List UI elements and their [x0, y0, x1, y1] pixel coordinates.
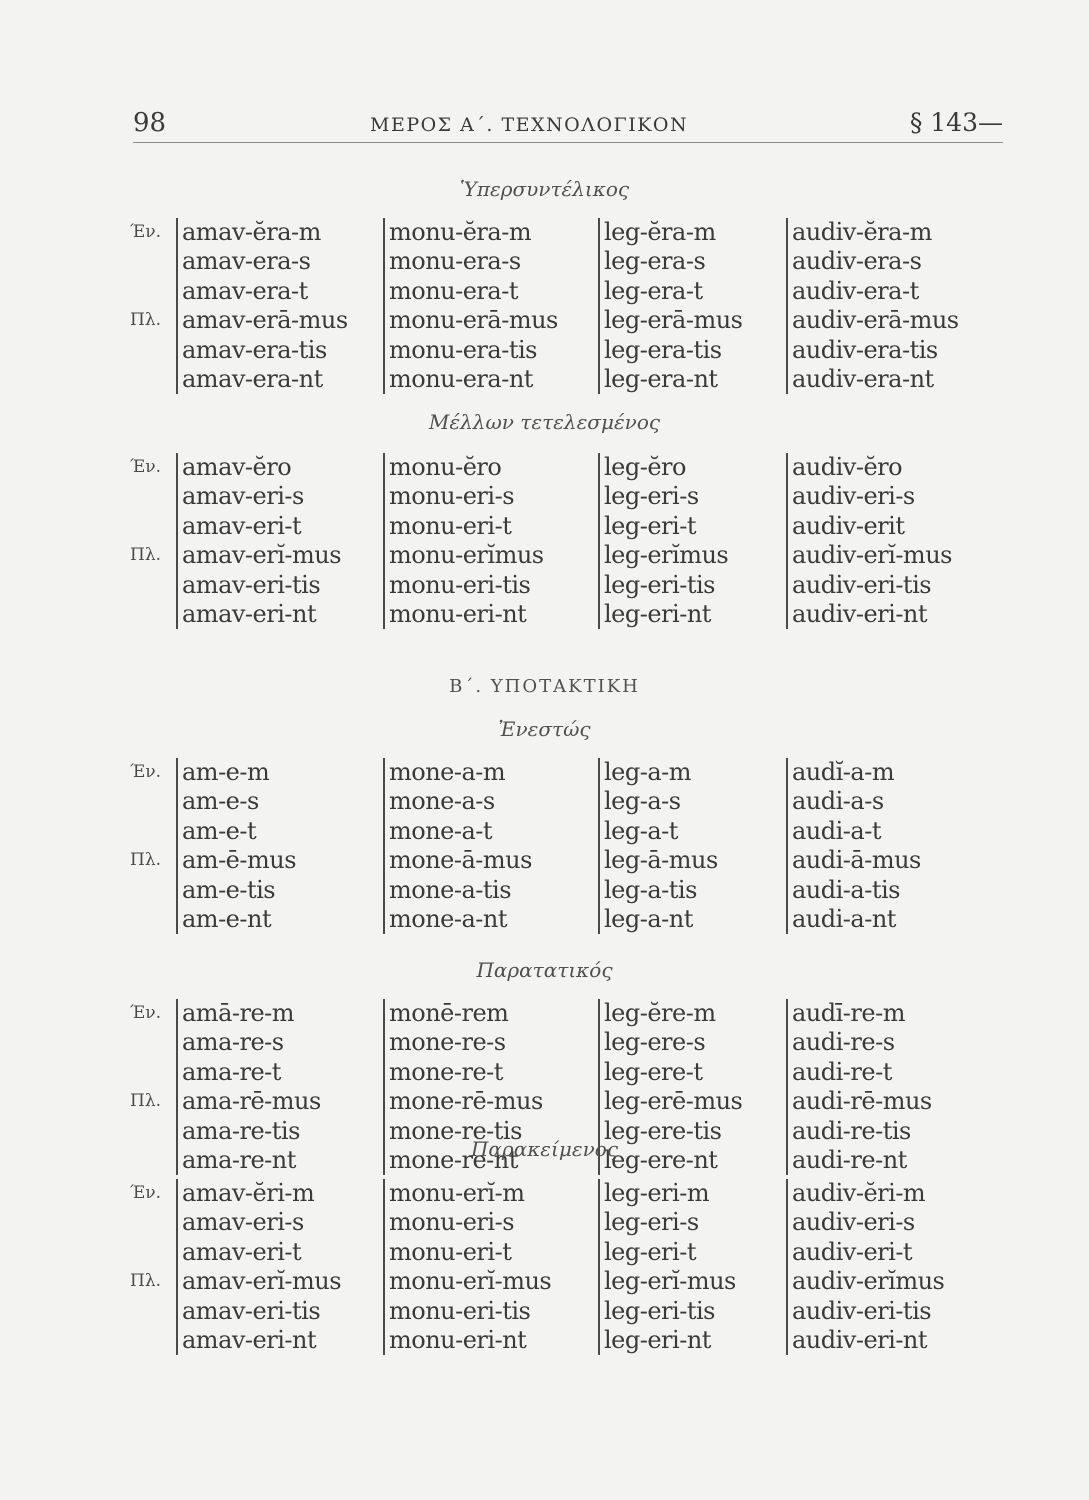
verb-form: audiv-era-tis	[792, 335, 938, 364]
verb-form: monu-ĕro	[389, 453, 502, 481]
conjugation-block	[0, 218, 1089, 394]
first-conjugation-column	[176, 758, 296, 934]
singular-label: Έν.	[130, 457, 162, 477]
verb-form: am-ē-mus	[182, 846, 297, 875]
singular-label: Έν.	[130, 222, 162, 242]
verb-form: monu-eri-s	[389, 482, 515, 511]
verb-form: audiv-eri-nt	[792, 1325, 928, 1354]
conjugation-block	[0, 453, 1089, 629]
verb-form: monu-erĭmus	[389, 541, 544, 570]
verb-form: am-e-nt	[182, 904, 272, 933]
verb-form: leg-eri-s	[604, 482, 699, 511]
verb-form: leg-ere-nt	[604, 1145, 718, 1174]
verb-form: audi-re-nt	[792, 1145, 907, 1174]
verb-form: leg-ĕro	[604, 453, 686, 481]
mood-title: Β΄. ΥΠΟΤΑΚΤΙΚΗ	[449, 676, 640, 697]
verb-form: audi-a-s	[792, 787, 884, 816]
verb-form: leg-erĭmus	[604, 541, 729, 570]
conjugation-block	[0, 758, 1089, 934]
verb-form: amav-eri-t	[182, 511, 302, 540]
verb-form: audiv-eri-nt	[792, 599, 928, 628]
second-conjugation-column	[383, 1179, 551, 1355]
second-conjugation-column	[383, 758, 532, 934]
verb-form: mone-re-s	[389, 1028, 506, 1057]
verb-form: audiv-erā-mus	[792, 306, 959, 335]
verb-form: amav-eri-s	[182, 482, 304, 511]
verb-form: leg-eri-t	[604, 1237, 696, 1266]
page-header	[133, 108, 1003, 143]
singular-label: Έν.	[130, 762, 162, 782]
verb-form: monu-eri-t	[389, 511, 512, 540]
fourth-conjugation-column	[786, 1179, 944, 1355]
verb-form: leg-eri-nt	[604, 599, 711, 628]
section-reference: § 143—	[909, 108, 1003, 137]
singular-label: Έν.	[130, 1183, 162, 1203]
verb-form: amā-re-m	[182, 999, 295, 1027]
verb-form: amav-eri-tis	[182, 1296, 321, 1325]
verb-form: audiv-erĭmus	[792, 1267, 945, 1296]
verb-form: monu-eri-s	[389, 1208, 515, 1237]
verb-form: leg-era-tis	[604, 335, 722, 364]
verb-form: leg-ā-mus	[604, 846, 718, 875]
verb-form: audiv-era-t	[792, 276, 919, 305]
verb-form: audi-a-nt	[792, 904, 896, 933]
verb-form: mone-a-s	[389, 787, 495, 816]
verb-form: ama-re-nt	[182, 1145, 296, 1174]
verb-form: mone-re-t	[389, 1057, 503, 1086]
verb-form: leg-era-t	[604, 276, 703, 305]
verb-form: monu-eri-tis	[389, 570, 531, 599]
verb-form: ama-re-t	[182, 1057, 281, 1086]
verb-form: amav-erā-mus	[182, 306, 348, 335]
verb-form: leg-a-s	[604, 787, 681, 816]
verb-form: monu-era-nt	[389, 364, 533, 393]
verb-form: amav-ĕri-m	[182, 1179, 315, 1207]
verb-form: am-e-t	[182, 816, 257, 845]
third-conjugation-column	[598, 453, 728, 629]
third-conjugation-column	[598, 1179, 736, 1355]
verb-form: mone-a-nt	[389, 904, 507, 933]
verb-form: audiv-eri-tis	[792, 570, 932, 599]
running-title: ΜΕΡΟΣ Α΄. ΤΕΧΝΟΛΟΓΙΚΟΝ	[370, 114, 689, 136]
verb-form: audĭ-a-m	[792, 758, 895, 786]
first-conjugation-column	[176, 1179, 341, 1355]
tense-title: Ἐνεστώς	[498, 717, 591, 741]
verb-form: leg-eri-nt	[604, 1325, 711, 1354]
verb-form: leg-eri-tis	[604, 570, 715, 599]
verb-form: audiv-eri-s	[792, 482, 915, 511]
verb-form: ama-re-s	[182, 1028, 284, 1057]
tense-title: Ὑπερσυντέλικος	[459, 177, 630, 201]
verb-form: monu-erĭ-m	[389, 1179, 525, 1207]
verb-form: amav-ĕra-m	[182, 218, 321, 246]
verb-form: audi-a-t	[792, 816, 881, 845]
verb-form: audiv-ĕra-m	[792, 218, 932, 246]
verb-form: monu-era-tis	[389, 335, 537, 364]
verb-form: audi-ā-mus	[792, 846, 921, 875]
plural-label: Πλ.	[130, 310, 162, 331]
verb-form: leg-ere-t	[604, 1057, 703, 1086]
plural-label: Πλ.	[130, 1271, 162, 1292]
second-conjugation-column	[383, 218, 558, 394]
verb-form: audi-re-tis	[792, 1116, 911, 1145]
verb-form: mone-ā-mus	[389, 846, 532, 875]
second-conjugation-column	[383, 453, 544, 629]
verb-form: audiv-ĕro	[792, 453, 903, 481]
verb-form: leg-erē-mus	[604, 1087, 743, 1116]
tense-title: Μέλλων τετελεσμένος	[428, 410, 661, 434]
verb-form: audiv-eri-t	[792, 1237, 913, 1266]
plural-label: Πλ.	[130, 1091, 162, 1112]
page-number: 98	[133, 108, 167, 138]
verb-form: monu-era-s	[389, 247, 521, 276]
tense-title: Παρακείμενος	[470, 1137, 619, 1161]
verb-form: amav-eri-s	[182, 1208, 304, 1237]
verb-form: leg-ĕre-m	[604, 999, 716, 1027]
verb-form: mone-a-tis	[389, 875, 512, 904]
verb-form: monu-ĕra-m	[389, 218, 532, 246]
verb-form: audiv-erĭ-mus	[792, 541, 952, 570]
verb-form: amav-eri-t	[182, 1237, 302, 1266]
verb-form: leg-eri-s	[604, 1208, 699, 1237]
verb-form: leg-erĭ-mus	[604, 1267, 736, 1296]
third-conjugation-column	[598, 218, 742, 394]
conjugation-block	[0, 1179, 1089, 1355]
verb-form: audi-a-tis	[792, 875, 900, 904]
verb-form: leg-ere-tis	[604, 1116, 722, 1145]
verb-form: amav-eri-tis	[182, 570, 321, 599]
verb-form: monu-eri-t	[389, 1237, 512, 1266]
verb-form: leg-ere-s	[604, 1028, 706, 1057]
verb-form: audiv-era-nt	[792, 364, 934, 393]
verb-form: audi-rē-mus	[792, 1087, 932, 1116]
verb-form: ama-rē-mus	[182, 1087, 321, 1116]
verb-form: leg-a-tis	[604, 875, 697, 904]
verb-form: leg-erā-mus	[604, 306, 743, 335]
verb-form: mone-re-tis	[389, 1116, 522, 1145]
plural-label: Πλ.	[130, 850, 162, 871]
verb-form: monē-rem	[389, 999, 509, 1027]
verb-form: amav-era-s	[182, 247, 311, 276]
fourth-conjugation-column	[786, 453, 952, 629]
verb-form: amav-era-tis	[182, 335, 327, 364]
verb-form: monu-eri-nt	[389, 599, 527, 628]
verb-form: audi-re-t	[792, 1057, 892, 1086]
verb-form: ama-re-tis	[182, 1116, 300, 1145]
verb-form: audi-re-s	[792, 1028, 895, 1057]
verb-form: audiv-era-s	[792, 247, 922, 276]
verb-form: amav-erĭ-mus	[182, 1267, 342, 1296]
verb-form: mone-a-m	[389, 758, 506, 786]
verb-form: leg-eri-m	[604, 1179, 710, 1207]
verb-form: audī-re-m	[792, 999, 905, 1027]
verb-form: amav-era-t	[182, 276, 308, 305]
verb-form: leg-a-t	[604, 816, 678, 845]
third-conjugation-column	[598, 758, 718, 934]
verb-form: mone-re-nt	[389, 1145, 518, 1174]
verb-form: leg-ĕra-m	[604, 218, 716, 246]
verb-form: leg-a-nt	[604, 904, 693, 933]
verb-form: leg-eri-tis	[604, 1296, 715, 1325]
verb-form: am-e-tis	[182, 875, 276, 904]
verb-form: audiv-erit	[792, 511, 905, 540]
verb-form: leg-a-m	[604, 758, 692, 786]
verb-form: monu-era-t	[389, 276, 518, 305]
fourth-conjugation-column	[786, 758, 921, 934]
verb-form: am-e-s	[182, 787, 259, 816]
tense-title: Παρατατικός	[476, 958, 613, 982]
verb-form: audiv-eri-tis	[792, 1296, 932, 1325]
verb-form: leg-era-s	[604, 247, 706, 276]
verb-form: amav-ĕro	[182, 453, 292, 481]
verb-form: monu-eri-nt	[389, 1325, 527, 1354]
verb-form: monu-erā-mus	[389, 306, 558, 335]
verb-form: am-e-m	[182, 758, 270, 786]
singular-label: Έν.	[130, 1003, 162, 1023]
verb-form: audiv-eri-s	[792, 1208, 915, 1237]
verb-form: monu-erĭ-mus	[389, 1267, 552, 1296]
verb-form: monu-eri-tis	[389, 1296, 531, 1325]
fourth-conjugation-column	[786, 218, 959, 394]
verb-form: amav-eri-nt	[182, 599, 317, 628]
plural-label: Πλ.	[130, 545, 162, 566]
first-conjugation-column	[176, 218, 348, 394]
first-conjugation-column	[176, 453, 341, 629]
verb-form: leg-era-nt	[604, 364, 718, 393]
verb-form: mone-a-t	[389, 816, 493, 845]
verb-form: mone-rē-mus	[389, 1087, 543, 1116]
verb-form: amav-era-nt	[182, 364, 323, 393]
verb-form: audiv-ĕri-m	[792, 1179, 926, 1207]
verb-form: amav-erĭ-mus	[182, 541, 342, 570]
verb-form: amav-eri-nt	[182, 1325, 317, 1354]
verb-form: leg-eri-t	[604, 511, 696, 540]
